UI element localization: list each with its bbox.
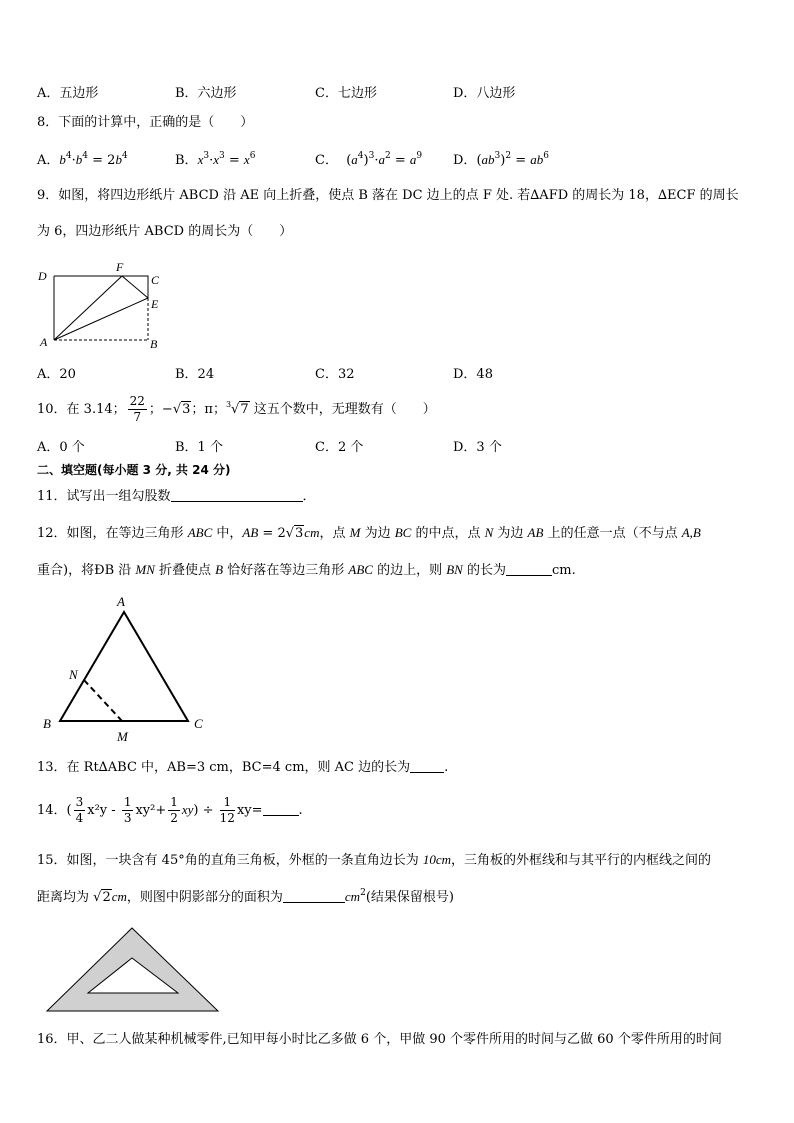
q7-option-d: D．八边形 xyxy=(453,86,516,101)
label-b: B xyxy=(43,716,51,731)
label-c: C xyxy=(151,273,160,287)
q10-option-d: D．3 个 xyxy=(453,440,502,455)
label-n: N xyxy=(69,667,78,682)
label-c: C xyxy=(194,716,203,731)
q7-option-a: A．五边形 xyxy=(37,86,99,101)
label-e: E xyxy=(151,297,159,311)
label-d: D xyxy=(38,269,47,283)
q14: 14．( $\frac{3}{4}$ x²y - $\frac{1}{3}$ xy²+ $\frac{1}{2}$ xy) ÷ $\frac{1}{12}$ xy= . xyxy=(37,795,303,825)
q10-option-c: C．2 个 xyxy=(315,440,364,455)
q10-option-b: B．1 个 xyxy=(175,440,223,455)
q12-figure xyxy=(38,590,218,745)
q8-option-a: A．$b^4\cdot b^4 = 2b^4$ xyxy=(37,151,128,168)
q9-option-a: A．20 xyxy=(37,367,76,382)
q7-option-b: B．六边形 xyxy=(175,86,237,101)
label-f: F xyxy=(116,260,124,274)
q12-line1: 12．如图，在等边三角形 ABC 中，AB = 2√3cm，点 M 为边 BC 的中点，点 N 为边 AB 上的任意一点（不与点 A,B xyxy=(37,525,701,541)
q16: 16．甲、乙二人做某种机械零件,已知甲每小时比乙多做 6 个，甲做 90 个零件所用的时间与乙做 60 个零件所用的时间 xyxy=(37,1032,722,1047)
section-heading: 二、填空题(每小题 3 分, 共 24 分) xyxy=(37,463,231,477)
q9-option-d: D．48 xyxy=(453,367,493,382)
label-a: A xyxy=(117,594,125,609)
q15-figure xyxy=(44,925,224,1015)
q10-option-a: A．0 个 xyxy=(37,440,85,455)
q8-option-b: B．$x^3\cdot x^3 = x^6$ xyxy=(175,151,256,168)
q8-option-c: C． $(a^4)^3\cdot a^2 = a^9$ xyxy=(315,151,423,168)
q9-option-b: B．24 xyxy=(175,367,215,382)
q8-option-d: D．$(ab^3)^2 = ab^6$ xyxy=(453,151,549,168)
q12-line2: 重合)，将ÐB 沿 MN 折叠使点 B 恰好落在等边三角形 ABC 的边上，则 BN 的长为 cm. xyxy=(37,562,576,578)
label-m: M xyxy=(117,729,128,744)
q15-line2: 距离均为 √2cm，则图中阴影部分的面积为 $cm^2$(结果保留根号) xyxy=(37,888,454,905)
label-b: B xyxy=(150,337,158,350)
q13: 13．在 Rt∆ABC 中，AB=3 cm，BC=4 cm，则 AC 边的长为 . xyxy=(37,760,449,775)
q10-stem: 10．在 3.14； $\frac{22}{7}$ ；−√3；π；$^3$√7 这五个数中，无理数有（ ） xyxy=(37,394,436,424)
q9-line1: 9．如图，将四边形纸片 ABCD 沿 AE 向上折叠，使点 B 落在 DC 边上的点 F 处. 若∆AFD 的周长为 18，∆ECF 的周长 xyxy=(37,188,739,203)
q11: 11．试写出一组勾股数 ． xyxy=(37,489,316,504)
q9-figure xyxy=(30,258,170,350)
q7-option-c: C．七边形 xyxy=(315,86,377,101)
q9-line2: 为 6，四边形纸片 ABCD 的周长为（ ） xyxy=(37,224,293,239)
q15-line1: 15．如图，一块含有 45°角的直角三角板，外框的一条直角边长为 10cm，三角板的外框线和与其平行的内框线之间的 xyxy=(37,852,712,868)
q8-stem: 8．下面的计算中，正确的是（ ） xyxy=(37,115,254,130)
label-a: A xyxy=(40,335,48,349)
q9-option-c: C．32 xyxy=(315,367,355,382)
